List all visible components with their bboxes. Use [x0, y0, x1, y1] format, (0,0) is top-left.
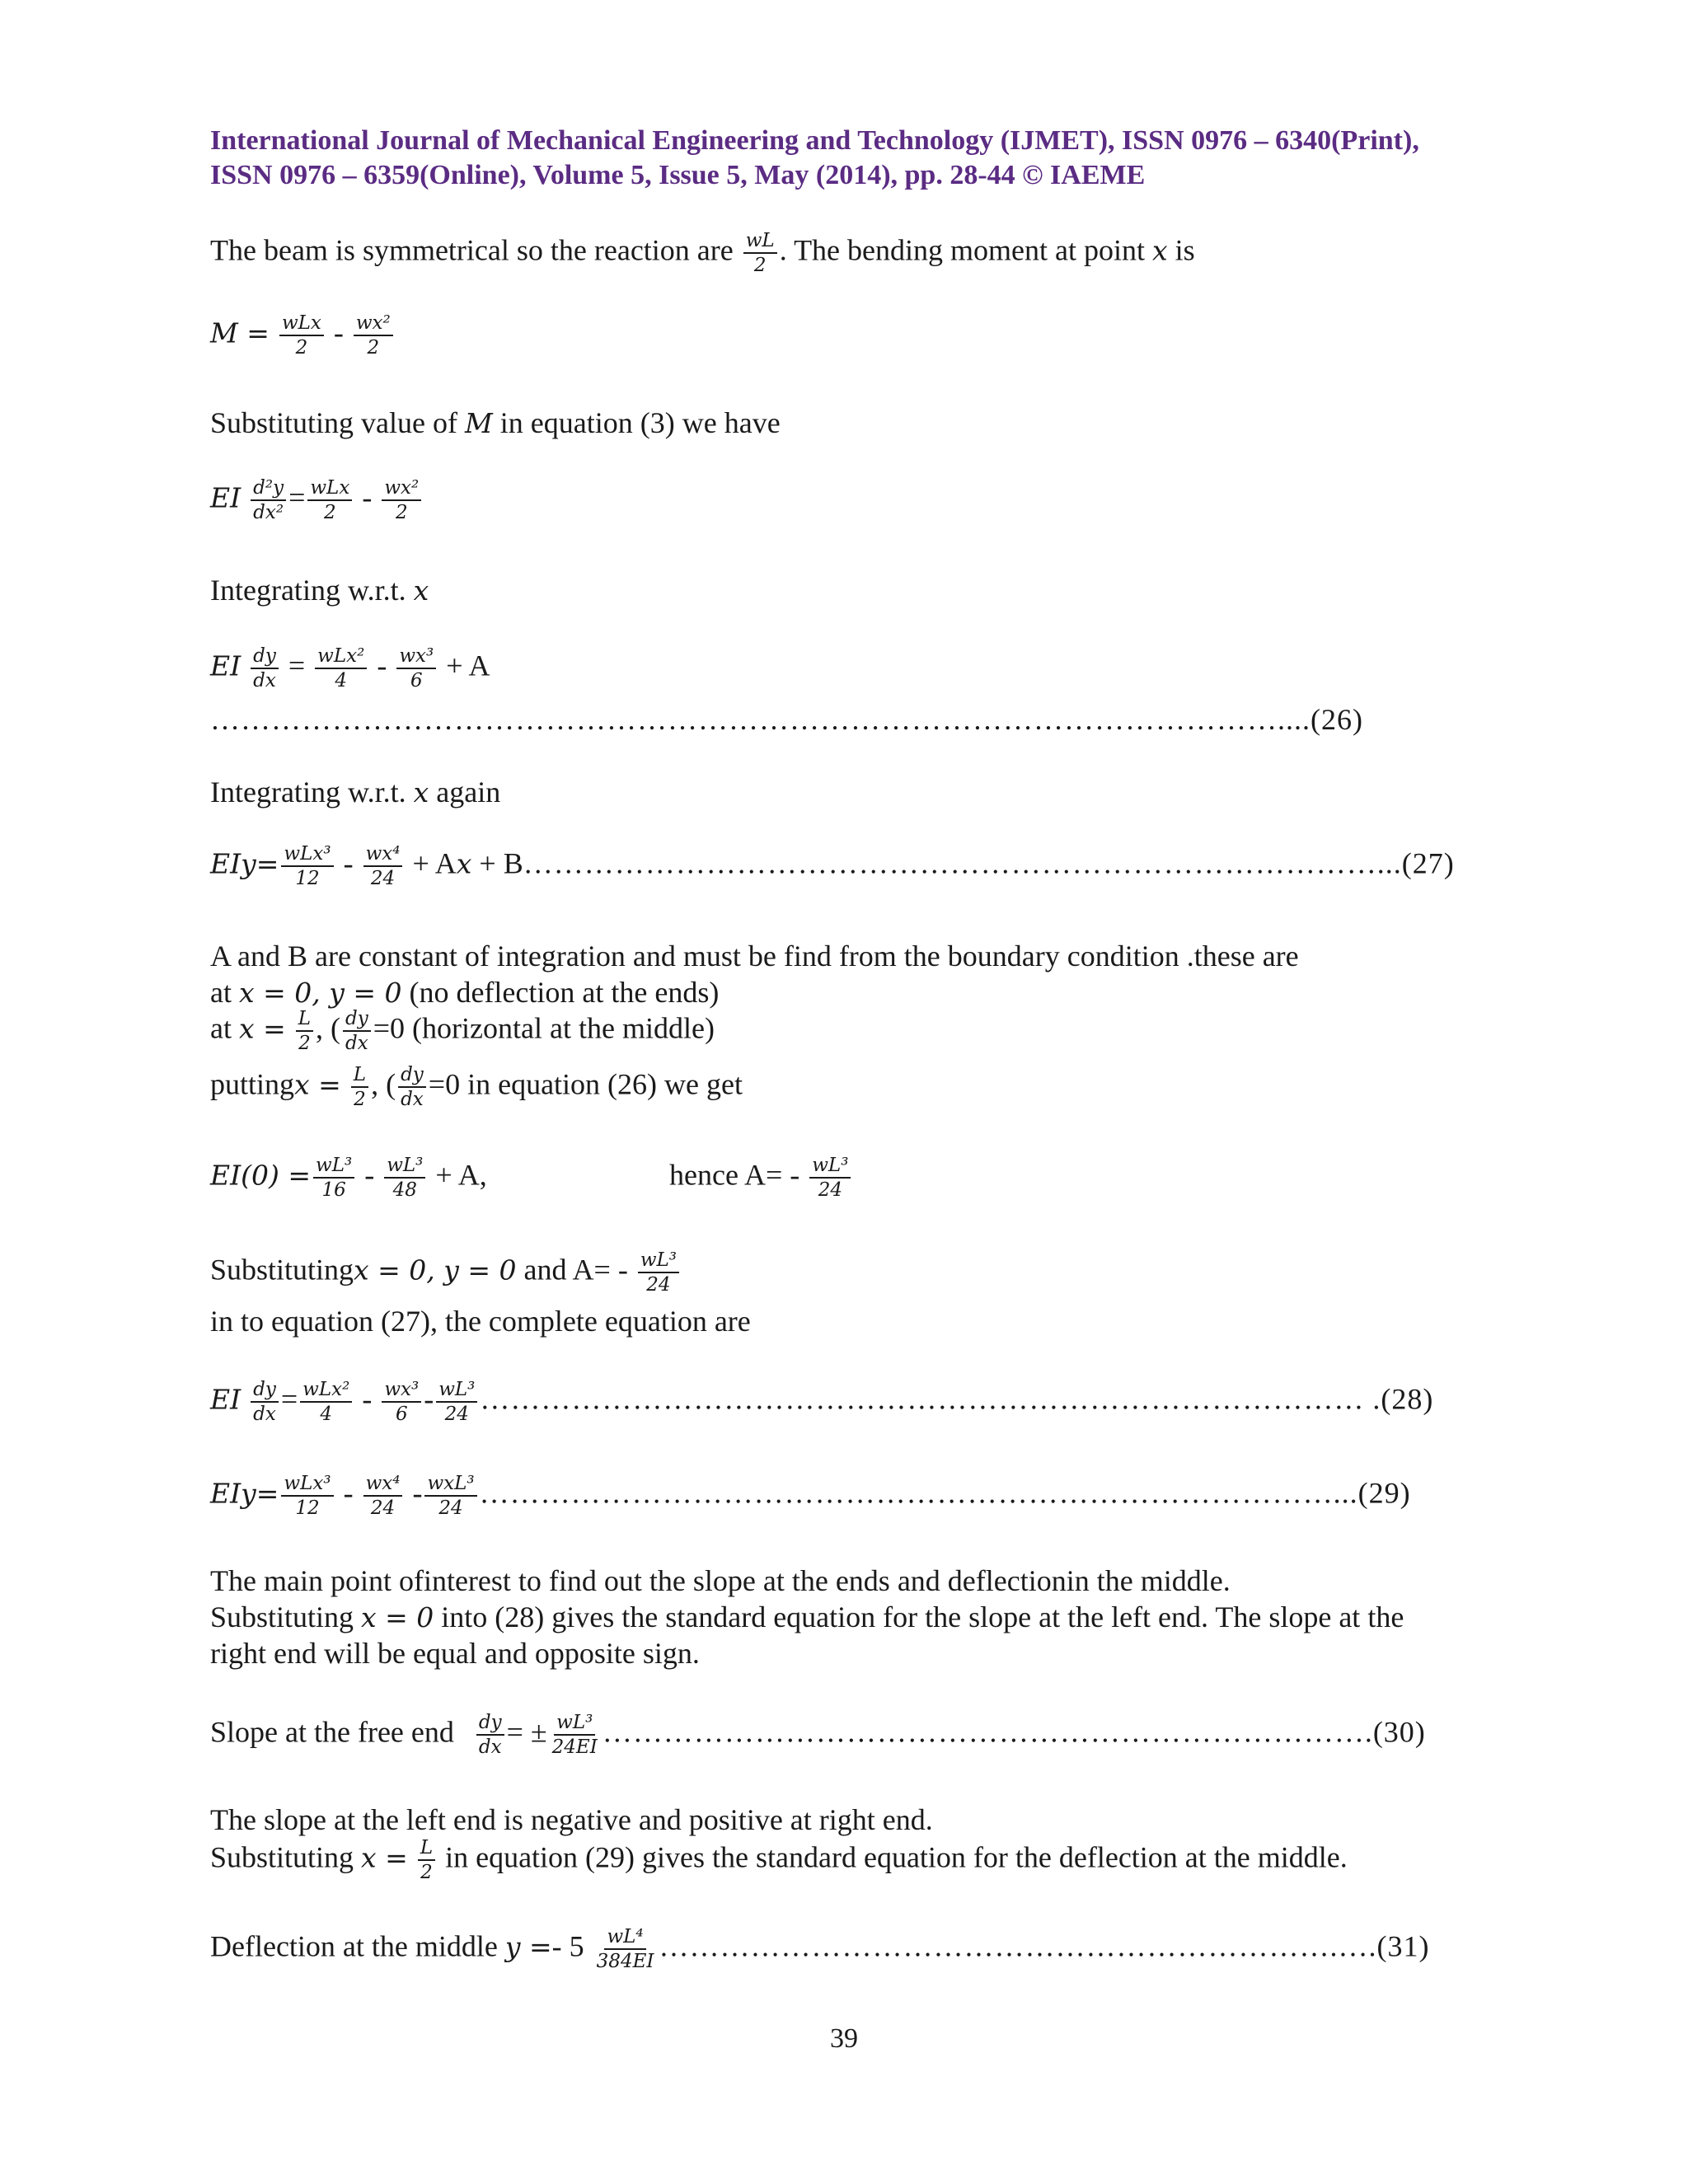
equation-31: Deflection at the middle y =- 5 $\frac{\text{wL⁴}}{384EI}$ ………………………………………………………….….(31)	[210, 1926, 1430, 1972]
substituting-M-line: Substituting value of M in equation (3) we have	[210, 406, 781, 439]
integrating-line-1: Integrating w.r.t. x	[210, 574, 429, 607]
journal-header	[210, 124, 1419, 193]
main-point-line: The main point ofinterest to find out the slope at the ends and deflectionin the middle.	[210, 1564, 1231, 1597]
boundary-condition-1: at x = 0, y = 0 (no deflection at the ends)	[210, 976, 720, 1009]
constants-line: A and B are constant of integration and must be find from the boundary condition .these are	[210, 940, 1299, 972]
equation-26-number: ……………………………………………………………………………………………....(26)	[210, 703, 1363, 736]
page-number: 39	[830, 2023, 858, 2054]
integrating-line-2: Integrating w.r.t. x again	[210, 776, 501, 808]
into-eq27-line: in to equation (27), the complete equation are	[210, 1305, 751, 1338]
substituting-L2-line: Substituting x = $\frac{L}{2}$ in equation (29) gives the standard equation for the deflection at the middle.	[210, 1837, 1348, 1883]
substituting-x0-line: Substituting x = 0 into (28) gives the standard equation for the slope at the left end. The slope at the	[210, 1601, 1404, 1633]
fraction-wL-2: $\frac{wL}{2}$	[743, 229, 777, 277]
header-line-1: International Journal of Mechanical Engineering and Technology (IJMET), ISSN 0976 – 6340(Print),	[210, 125, 1419, 156]
ei-zero-equation: EI(0) = $\frac{\text{wL³}}{16}$ - $\frac{\text{wL³}}{48}$ + A,	[210, 1155, 487, 1201]
substituting-boundary-line: Substitutingx = 0, y = 0 and A= - $\frac{\text{wL³}}{24}$	[210, 1249, 682, 1296]
right-end-line: right end will be equal and opposite sign.	[210, 1637, 700, 1670]
equation-28: EI $\frac{dy}{dx}$ = wLx² 4 - $\frac{\text{wx³}}{6}$ - $\frac{\text{wL³}}{24}$ …………………………………………………………………………… .(28)	[210, 1379, 1434, 1425]
hence-A: hence A= - $\frac{\text{wL³}}{24}$	[669, 1154, 853, 1202]
slope-signs-line: The slope at the left end is negative and positive at right end.	[210, 1803, 933, 1836]
second-derivative-equation: EI $\frac{\text{d²y}}{\text{dx²}}$ = wLx 2 - $\frac{\text{wx²}}{2}$	[210, 476, 424, 524]
header-line-2: ISSN 0976 – 6359(Online), Volume 5, Issue 5, May (2014), pp. 28-44 © IAEME	[210, 160, 1146, 190]
beam-symmetry-line: The beam is symmetrical so the reaction are $\frac{wL}{2}$ . The bending moment at point x is	[210, 230, 1195, 276]
putting-line: puttingx = $\frac{L}{2}$ , ( $\frac{dy}{dx}$ =0 in equation (26) we get	[210, 1064, 743, 1110]
moment-equation: M = wLx 2 - $\frac{\text{wx²}}{2}$	[210, 312, 396, 359]
equation-26: EI $\frac{dy}{dx}$ = wLx² 4 - $\frac{\text{wx³}}{6}$ + A	[210, 645, 490, 691]
equation-29: EIy= wLx³ 12 - $\frac{\text{wx⁴}}{24}$ - wxL³ 24 …………………………………………………………………………...(29)	[210, 1473, 1411, 1519]
equation-27: EIy= wLx³ 12 - $\frac{\text{wx⁴}}{24}$ + Ax + B…………………………………………………………………………...(27)	[210, 843, 1455, 889]
boundary-condition-2: at x = $\frac{L}{2}$ , ( $\frac{dy}{dx}$ =0 (horizontal at the middle)	[210, 1008, 715, 1054]
equation-30: Slope at the free end $\frac{dy}{dx}$ = ± $\frac{\text{wL³}}{24EI}$ ………………………………………………………………….(30)	[210, 1712, 1426, 1758]
